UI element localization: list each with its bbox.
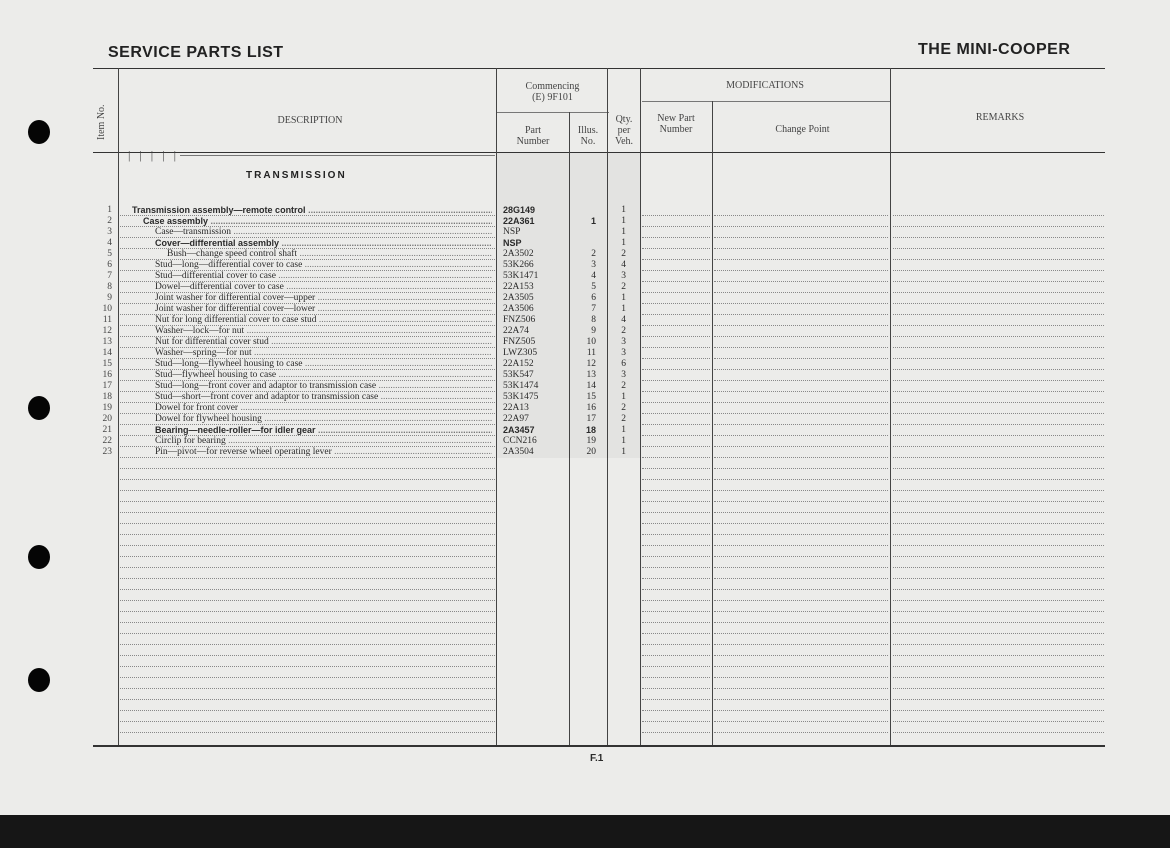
illus-number: 17 <box>586 414 596 424</box>
quantity: 2 <box>621 326 626 336</box>
item-description: Bush—change speed control shaft ..... <box>167 249 492 260</box>
illus-number: 2 <box>591 249 596 259</box>
item-description: Bearing—needle-roller—for idler gear ..... <box>155 425 492 436</box>
quantity: 3 <box>621 370 626 380</box>
part-number: NSP <box>503 227 521 237</box>
quantity: 2 <box>621 282 626 292</box>
quantity: 1 <box>621 436 626 446</box>
quantity: 1 <box>621 447 626 457</box>
part-number: 22A152 <box>503 359 534 369</box>
quantity: 2 <box>621 381 626 391</box>
punch-hole <box>28 545 50 569</box>
quantity: 4 <box>621 315 626 325</box>
illus-number: 14 <box>586 381 596 391</box>
page-number: F.1 <box>590 753 604 764</box>
item-number: 21 <box>102 425 112 435</box>
item-number: 22 <box>102 436 112 446</box>
illus-number: 8 <box>591 315 596 325</box>
part-number: 22A153 <box>503 282 534 292</box>
item-description: Stud—flywheel housing to case ..... <box>155 370 492 381</box>
part-number: FNZ506 <box>503 315 536 325</box>
illus-number: 5 <box>591 282 596 292</box>
item-description: Pin—pivot—for reverse wheel operating lever ..... <box>155 447 492 458</box>
commencing-header: Commencing <box>525 81 580 92</box>
item-description: Washer—lock—for nut ..... <box>155 326 492 337</box>
illus-number: 9 <box>591 326 596 336</box>
item-number: 20 <box>102 414 112 424</box>
illus-number: 11 <box>586 348 596 358</box>
quantity: 3 <box>621 271 626 281</box>
part-number: NSP <box>503 238 522 248</box>
quantity: 1 <box>621 227 626 237</box>
item-description: Nut for differential cover stud ..... <box>155 337 492 348</box>
item-number: 10 <box>102 304 112 314</box>
item-description: Cover—differential assembly ..... <box>155 238 492 249</box>
illus-number: 4 <box>591 271 596 281</box>
part-number: 22A361 <box>503 216 535 226</box>
remarks-header: REMARKS <box>975 112 1025 123</box>
quantity: 1 <box>621 238 626 248</box>
item-number: 8 <box>107 282 112 292</box>
quantity: 1 <box>621 304 626 314</box>
illus-number: 7 <box>591 304 596 314</box>
part-number: 2A3502 <box>503 249 534 259</box>
item-number: 7 <box>107 271 112 281</box>
part-number: 22A97 <box>503 414 529 424</box>
illus-number: 13 <box>586 370 596 380</box>
item-number: 23 <box>102 447 112 457</box>
illus-number: 15 <box>586 392 596 402</box>
quantity: 2 <box>621 249 626 259</box>
quantity: 4 <box>621 260 626 270</box>
description-header: DESCRIPTION <box>277 115 343 126</box>
quantity: 2 <box>621 414 626 424</box>
part-number: LWZ305 <box>503 348 538 358</box>
illus-number: 10 <box>586 337 596 347</box>
part-number: 53K547 <box>503 370 534 380</box>
part-number: 2A3505 <box>503 293 534 303</box>
item-description: Washer—spring—for nut ..... <box>155 348 492 359</box>
item-description: Case—transmission ..... <box>155 227 492 238</box>
part-number: FNZ505 <box>503 337 536 347</box>
page-title-left: SERVICE PARTS LIST <box>108 44 284 61</box>
illus-number: 1 <box>590 216 596 226</box>
item-number: 11 <box>102 315 112 325</box>
quantity: 1 <box>621 205 626 215</box>
quantity: 3 <box>621 337 626 347</box>
item-number: 15 <box>102 359 112 369</box>
item-number: 13 <box>102 337 112 347</box>
part-number-header: Part Number <box>516 125 550 147</box>
illus-no-header: Illus. No. <box>577 125 599 147</box>
item-description: Joint washer for differential cover—upper ..... <box>155 293 492 304</box>
section-title: TRANSMISSION <box>246 170 347 181</box>
item-description: Transmission assembly—remote control ..... <box>132 205 492 216</box>
quantity: 3 <box>621 348 626 358</box>
part-number: 2A3457 <box>503 425 535 435</box>
section-ticks: | | | | | <box>128 148 180 162</box>
part-number: 22A74 <box>503 326 529 336</box>
item-description: Stud—short—front cover and adaptor to transmission case ..... <box>155 392 492 403</box>
item-description: Stud—long—differential cover to case ..... <box>155 260 492 271</box>
part-number: 53K1475 <box>503 392 539 402</box>
part-number: 53K1471 <box>503 271 539 281</box>
item-description: Circlip for bearing ..... <box>155 436 492 447</box>
illus-number: 6 <box>591 293 596 303</box>
commencing-sub-header: (E) 9F101 <box>532 92 573 103</box>
item-number: 16 <box>102 370 112 380</box>
quantity: 1 <box>621 293 626 303</box>
quantity: 1 <box>621 425 626 435</box>
part-number: CCN216 <box>503 436 537 446</box>
item-description: Case assembly ..... <box>143 216 492 227</box>
item-number: 14 <box>102 348 112 358</box>
part-number: 2A3504 <box>503 447 534 457</box>
item-number: 12 <box>102 326 112 336</box>
quantity: 1 <box>621 216 626 226</box>
illus-number: 12 <box>586 359 596 369</box>
page-title-right: THE MINI-COOPER <box>918 41 1071 58</box>
new-part-number-header: New Part Number <box>657 113 695 135</box>
item-number: 5 <box>107 249 112 259</box>
punch-hole <box>28 120 50 144</box>
item-number: 1 <box>107 205 112 215</box>
item-number: 6 <box>107 260 112 270</box>
item-number: 18 <box>102 392 112 402</box>
item-number: 9 <box>107 293 112 303</box>
item-description: Stud—differential cover to case ..... <box>155 271 492 282</box>
item-number: 2 <box>107 216 112 226</box>
illus-number: 3 <box>591 260 596 270</box>
quantity: 1 <box>621 392 626 402</box>
illus-number: 19 <box>586 436 596 446</box>
part-number: 2A3506 <box>503 304 534 314</box>
item-number: 19 <box>102 403 112 413</box>
change-point-header: Change Point <box>775 124 830 135</box>
part-number: 28G149 <box>503 205 536 215</box>
quantity: 6 <box>621 359 626 369</box>
punch-hole <box>28 668 50 692</box>
item-number: 17 <box>102 381 112 391</box>
item-number: 3 <box>107 227 112 237</box>
item-description: Joint washer for differential cover—lower ..... <box>155 304 492 315</box>
item-description: Dowel for flywheel housing ..... <box>155 414 492 425</box>
item-no-header: Item No. <box>96 104 107 140</box>
part-number: 53K266 <box>503 260 534 270</box>
item-description: Nut for long differential cover to case stud ..... <box>155 315 492 326</box>
illus-number: 16 <box>586 403 596 413</box>
part-number: 22A13 <box>503 403 529 413</box>
quantity: 2 <box>621 403 626 413</box>
illus-number: 18 <box>585 425 596 435</box>
part-number: 53K1474 <box>503 381 539 391</box>
item-description: Dowel—differential cover to case ..... <box>155 282 492 293</box>
item-description: Stud—long—front cover and adaptor to transmission case ..... <box>155 381 492 392</box>
modifications-header: MODIFICATIONS <box>726 80 804 91</box>
item-number: 4 <box>107 238 112 248</box>
item-description: Stud—long—flywheel housing to case ..... <box>155 359 492 370</box>
background-edge <box>0 815 1170 848</box>
qty-header: Qty. per Veh. <box>614 114 634 147</box>
illus-number: 20 <box>586 447 596 457</box>
item-description: Dowel for front cover ..... <box>155 403 492 414</box>
